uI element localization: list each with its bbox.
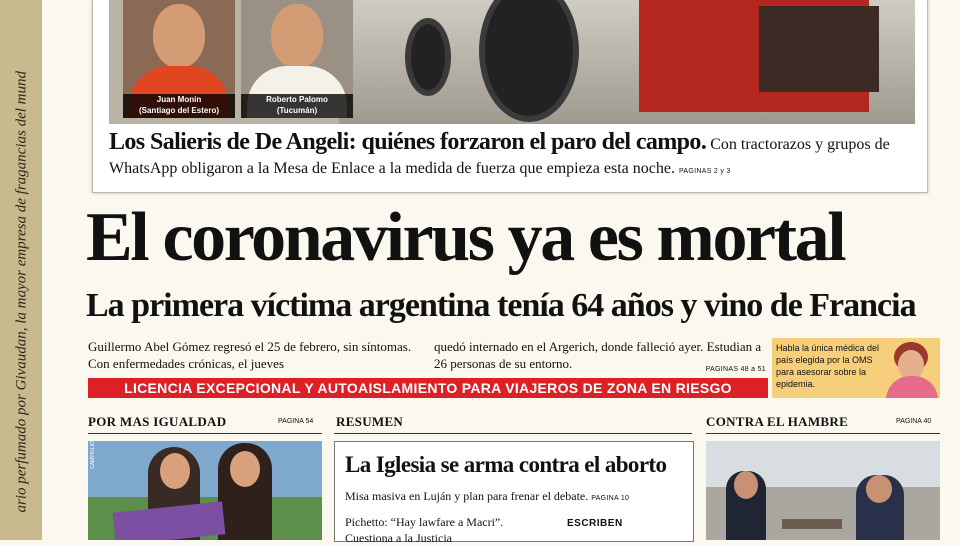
person-place: (Tucumán) (276, 106, 318, 115)
resumen-box[interactable] (334, 441, 694, 545)
section-page-left: PAGINA 54 (278, 418, 314, 425)
person-place: (Santiago del Estero) (138, 106, 219, 115)
face-shape (153, 4, 205, 68)
section-page-right: PAGINA 40 (896, 418, 932, 425)
section-label-left: POR MAS IGUALDAD (88, 414, 227, 429)
resumen-sub-page: PAGINA 10 (591, 495, 630, 502)
side-strip-text: ario perfumado por Givaudan, la mayor empresa de fragancias del mund (13, 71, 30, 513)
main-body-col2-text: quedó internado en el Argerich, donde falleció ayer. Estudian a 26 personas de su entorno. (434, 339, 762, 371)
side-note-text: Habla la única médica del país elegida por la OMS para asesorar sobre la epidemia. (776, 343, 880, 389)
portrait-juan-monin (123, 0, 235, 118)
resumen-text: Pichetto: “Hay lawfare a Macri”. Cuestiona a la Justicia (345, 515, 504, 545)
portrait-caption (123, 94, 235, 118)
side-note-box[interactable] (772, 338, 940, 398)
hunger-photo[interactable] (706, 441, 940, 540)
top-story-deck: Con tractorazos y grupos de WhatsApp obligaron a la Mesa de Enlace a la medida de fuerza que empieza esta noche. (109, 136, 890, 177)
main-story-pages: PAGINAS 48 a 51 (705, 366, 766, 373)
section-rule-center (334, 433, 692, 434)
resumen-sub-text: Misa masiva en Luján y plan para frenar el debate. (345, 489, 589, 503)
section-label-right: CONTRA EL HAMBRE (706, 414, 849, 429)
top-story-headline: Los Salieris de De Angeli: quiénes forzaron el paro del campo. (109, 129, 707, 155)
resumen-sub (345, 488, 629, 507)
doctor-portrait (884, 338, 940, 398)
section-rule-right (706, 433, 940, 434)
top-story-pages: PAGINAS 2 y 3 (678, 168, 731, 175)
equality-photo[interactable] (88, 441, 322, 540)
photo-credit-left: CAMPIGLIO (90, 441, 96, 469)
portrait-caption (241, 94, 353, 118)
person-name: Juan Monin (156, 95, 202, 104)
top-story-box[interactable] (92, 0, 928, 193)
face-shape (271, 4, 323, 68)
main-body-col1: Guillermo Abel Gómez regresó el 25 de febrero, sin síntomas. Con enfermedades crónicas, el jueves (88, 339, 412, 371)
section-label-center: RESUMEN (336, 414, 404, 429)
tractor-grille (759, 6, 879, 92)
escriben-label: ESCRIBEN (567, 518, 623, 529)
section-rule-left (88, 433, 322, 434)
tractor-front-wheel (405, 18, 451, 96)
main-headline[interactable]: El coronavirus ya es mortal (86, 199, 845, 276)
alert-banner: LICENCIA EXCEPCIONAL Y AUTOAISLAMIENTO PARA VIAJEROS DE ZONA EN RIESGO (88, 378, 768, 398)
top-story-text (109, 130, 915, 184)
top-story-photo (109, 0, 915, 124)
main-subhead: La primera víctima argentina tenía 64 años y vino de Francia (86, 287, 916, 324)
resumen-headline: La Iglesia se arma contra el aborto (345, 452, 667, 477)
portrait-roberto-palomo (241, 0, 353, 118)
main-body-col2 (434, 338, 766, 378)
side-strip (0, 0, 42, 540)
person-name: Roberto Palomo (266, 95, 328, 104)
